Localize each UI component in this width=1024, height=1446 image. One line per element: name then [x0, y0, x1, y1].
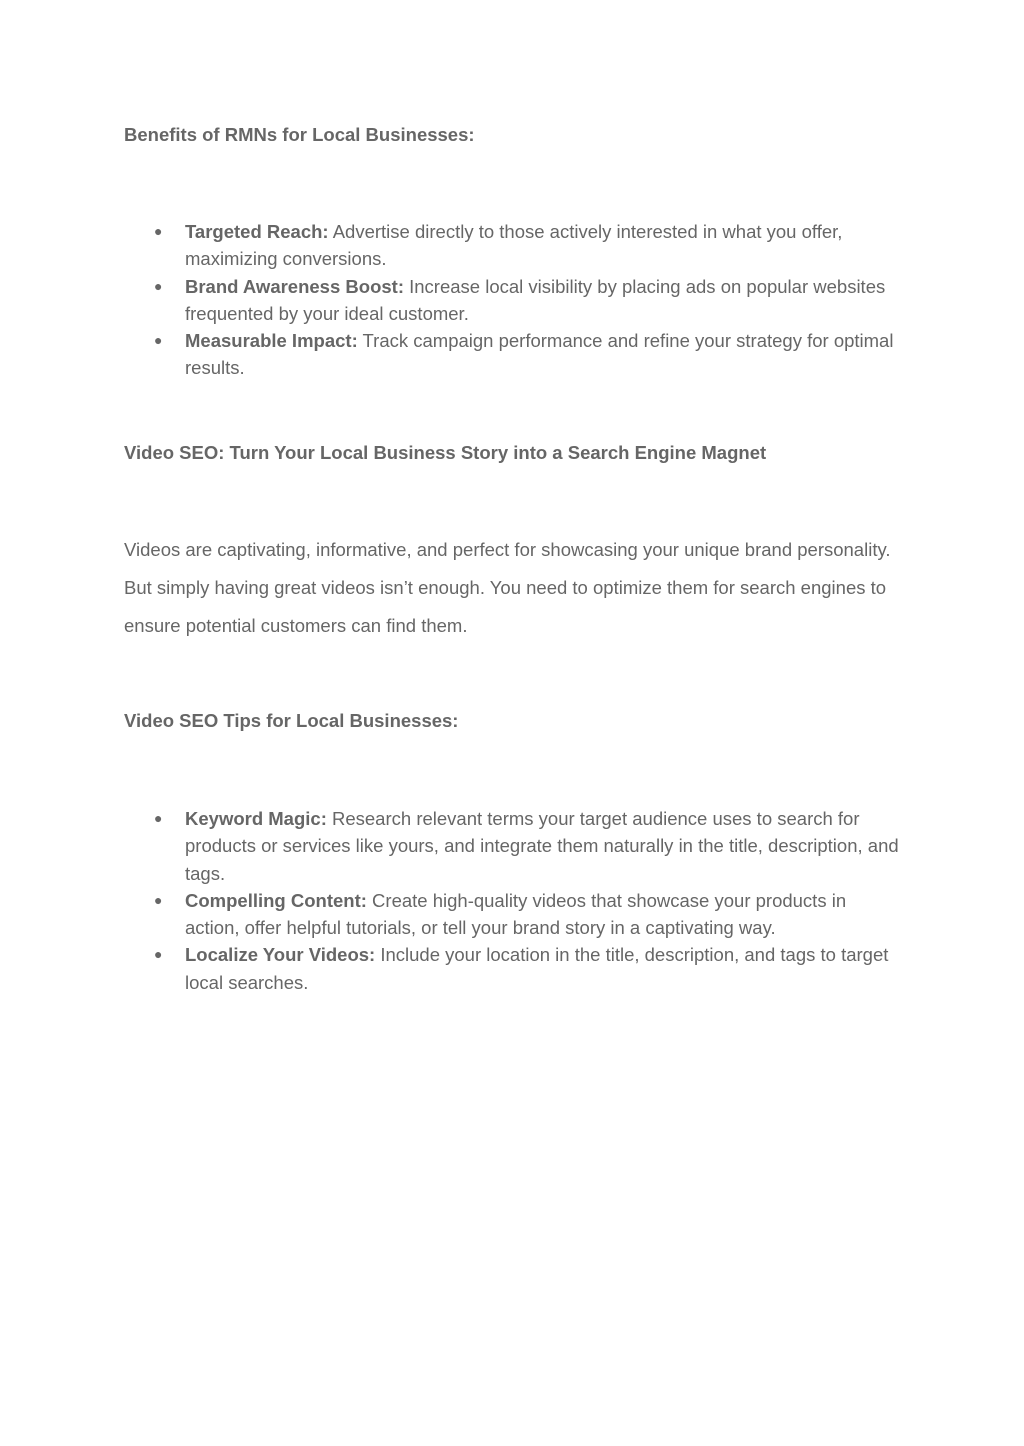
- list-item-term: Localize Your Videos:: [185, 944, 376, 966]
- list-item: [124, 327, 904, 382]
- section-heading-video-seo: Video SEO: Turn Your Local Business Story into a Search Engine Magnet: [124, 442, 767, 463]
- bullet-icon: ●: [154, 223, 163, 239]
- bullet-icon: ●: [154, 277, 163, 294]
- video-seo-tips-list: [124, 805, 904, 996]
- list-item-term: Keyword Magic:: [185, 808, 327, 829]
- list-item-term: Targeted Reach:: [185, 221, 329, 242]
- rmn-benefits-list: [124, 218, 904, 382]
- bullet-icon: ●: [154, 891, 163, 908]
- list-item-text: Advertise directly to those actively interested in what you offer, maximizing conversions.: [185, 221, 843, 270]
- list-item: [124, 273, 904, 328]
- list-item: [124, 218, 904, 273]
- bullet-icon: ●: [154, 810, 163, 826]
- section-heading-video-seo-tips: Video SEO Tips for Local Businesses:: [124, 710, 459, 731]
- list-item: [124, 805, 904, 887]
- list-item-term: Brand Awareness Boost:: [185, 275, 404, 297]
- list-item: [124, 941, 904, 996]
- list-item-term: Measurable Impact:: [185, 330, 358, 352]
- list-item-text: Increase local visibility by placing ads on popular websites frequented by your ideal customer.: [185, 275, 886, 324]
- bullet-icon: ●: [154, 332, 163, 349]
- list-item-text: Research relevant terms your target audience uses to search for products or services like yours, and integrate them naturally in the title, description, and tags.: [185, 808, 899, 884]
- section-heading-rmn-benefits: Benefits of RMNs for Local Businesses:: [124, 124, 475, 145]
- bullet-icon: ●: [154, 946, 163, 963]
- list-item-text: Create high-quality videos that showcase your products in action, offer helpful tutorials, or tell your brand story in a captivating way.: [185, 889, 847, 939]
- list-item-term: Compelling Content:: [185, 889, 367, 911]
- list-item-text: Include your location in the title, description, and tags to target local searches.: [185, 944, 889, 993]
- list-item-text: Track campaign performance and refine your strategy for optimal results.: [185, 330, 894, 379]
- list-item: [124, 887, 904, 942]
- video-seo-paragraph: Videos are captivating, informative, and perfect for showcasing your unique brand personality. But simply having great videos isn’t enough. You need to optimize them for search engines to ensure potential customers can find them.: [124, 539, 891, 636]
